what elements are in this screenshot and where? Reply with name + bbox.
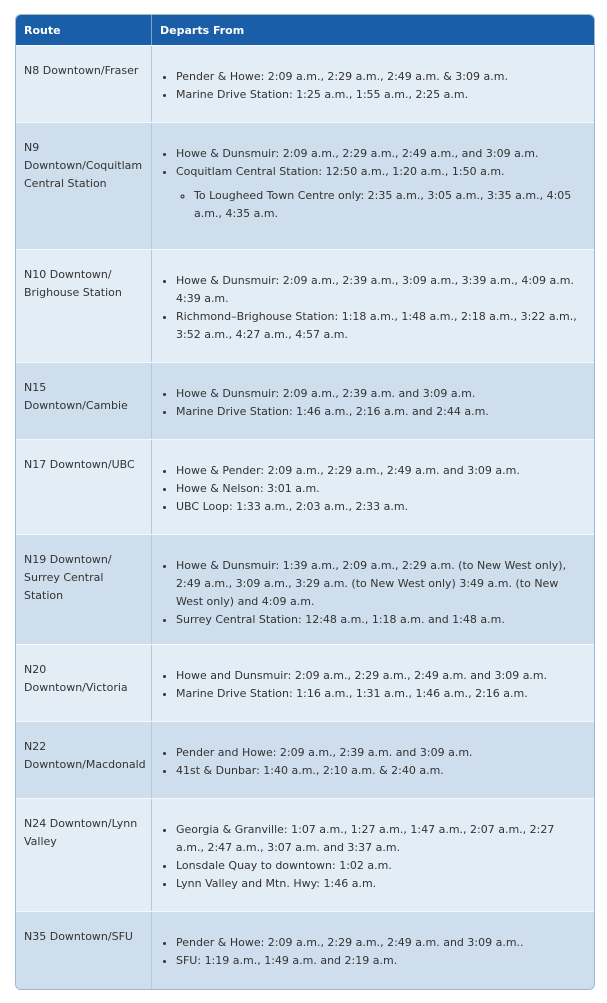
table-row [16, 45, 594, 122]
table-header [16, 15, 594, 45]
departures-list [162, 145, 584, 223]
departures-cell [152, 912, 594, 989]
departure-item: • Georgia & Granville: 1:07 a.m., 1:27 a.m., 1:47 a.m., 2:07 a.m., 2:27 a.m., 2:47 a.m., 3:07 a.m. and 3:37 a.m. [176, 821, 584, 857]
table-row [16, 721, 594, 798]
departure-item: • Lynn Valley and Mtn. Hwy: 1:46 a.m. [176, 875, 584, 893]
route-cell: N10 Downtown/ Brighouse Station [16, 250, 152, 362]
table-row [16, 798, 594, 911]
departures-list [162, 934, 584, 970]
departs-column-header: Departs From [160, 23, 245, 37]
departure-item: • 41st & Dunbar: 1:40 a.m., 2:10 a.m. & 2:40 a.m. [176, 762, 584, 780]
table-row [16, 249, 594, 362]
route-cell: N35 Downtown/SFU [16, 912, 152, 989]
departure-item: • UBC Loop: 1:33 a.m., 2:03 a.m., 2:33 a.m. [176, 498, 584, 516]
departure-item: • Howe & Dunsmuir: 2:09 a.m., 2:39 a.m. and 3:09 a.m. [176, 385, 584, 403]
departures-cell [152, 722, 594, 798]
departures-cell [152, 645, 594, 721]
route-cell: N8 Downtown/Fraser [16, 46, 152, 122]
departure-item: • Surrey Central Station: 12:48 a.m., 1:18 a.m. and 1:48 a.m. [176, 611, 584, 629]
departure-subitem: ◦ To Lougheed Town Centre only: 2:35 a.m., 3:05 a.m., 3:35 a.m., 4:05 a.m., 4:35 a.m. [194, 187, 584, 223]
departure-item: • Pender and Howe: 2:09 a.m., 2:39 a.m. and 3:09 a.m. [176, 744, 584, 762]
table-row [16, 534, 594, 644]
departure-item: • Howe & Dunsmuir: 2:09 a.m., 2:29 a.m., 2:49 a.m., and 3:09 a.m. [176, 145, 584, 163]
table-body [16, 45, 594, 989]
departures-list [162, 462, 584, 516]
table-row [16, 644, 594, 721]
departure-item: • Pender & Howe: 2:09 a.m., 2:29 a.m., 2:49 a.m. and 3:09 a.m.. [176, 934, 584, 952]
route-column-header: Route [16, 15, 152, 45]
night-bus-schedule-table [15, 14, 595, 990]
departures-cell [152, 123, 594, 249]
route-cell: N20 Downtown/Victoria [16, 645, 152, 721]
departure-item: • Pender & Howe: 2:09 a.m., 2:29 a.m., 2:49 a.m. & 3:09 a.m. [176, 68, 584, 86]
departures-list [162, 667, 584, 703]
table-row [16, 911, 594, 989]
departures-cell [152, 363, 594, 439]
route-cell: N24 Downtown/Lynn Valley [16, 799, 152, 911]
route-cell: N15 Downtown/Cambie [16, 363, 152, 439]
departure-item: • Lonsdale Quay to downtown: 1:02 a.m. [176, 857, 584, 875]
departures-list [162, 68, 584, 104]
departures-list [162, 744, 584, 780]
departures-cell [152, 250, 594, 362]
route-cell: N22 Downtown/Macdonald [16, 722, 152, 798]
departure-item: • Marine Drive Station: 1:16 a.m., 1:31 a.m., 1:46 a.m., 2:16 a.m. [176, 685, 584, 703]
departures-list [162, 821, 584, 893]
table-row [16, 439, 594, 534]
departure-item: • Howe & Dunsmuir: 1:39 a.m., 2:09 a.m., 2:29 a.m. (to New West only), 2:49 a.m., 3:09 a.m., 3:29 a.m. (to New West only) 3:49 a.m. (to New West only) and 4:09 a.m. [176, 557, 584, 611]
departures-list [162, 385, 584, 421]
departures-list [162, 272, 584, 344]
departure-item: • Howe & Nelson: 3:01 a.m. [176, 480, 584, 498]
departure-item: • SFU: 1:19 a.m., 1:49 a.m. and 2:19 a.m. [176, 952, 584, 970]
departure-item: • Marine Drive Station: 1:46 a.m., 2:16 a.m. and 2:44 a.m. [176, 403, 584, 421]
departures-cell [152, 799, 594, 911]
departures-cell [152, 440, 594, 534]
departures-cell [152, 46, 594, 122]
route-cell: N9 Downtown/Coquitlam Central Station [16, 123, 152, 249]
route-cell: N17 Downtown/UBC [16, 440, 152, 534]
departures-sublist [176, 187, 584, 223]
departure-item: • Marine Drive Station: 1:25 a.m., 1:55 a.m., 2:25 a.m. [176, 86, 584, 104]
route-cell: N19 Downtown/ Surrey Central Station [16, 535, 152, 644]
departures-cell [152, 535, 594, 644]
table-row [16, 122, 594, 249]
departure-item: • Howe and Dunsmuir: 2:09 a.m., 2:29 a.m., 2:49 a.m. and 3:09 a.m. [176, 667, 584, 685]
departure-item: • Howe & Dunsmuir: 2:09 a.m., 2:39 a.m., 3:09 a.m., 3:39 a.m., 4:09 a.m. 4:39 a.m. [176, 272, 584, 308]
table-row [16, 362, 594, 439]
departure-item: • Howe & Pender: 2:09 a.m., 2:29 a.m., 2:49 a.m. and 3:09 a.m. [176, 462, 584, 480]
departure-item: • Richmond–Brighouse Station: 1:18 a.m., 1:48 a.m., 2:18 a.m., 3:22 a.m., 3:52 a.m., 4:27 a.m., 4:57 a.m. [176, 308, 584, 344]
departures-list [162, 557, 584, 629]
departure-item: • Coquitlam Central Station: 12:50 a.m., 1:20 a.m., 1:50 a.m. [176, 163, 584, 181]
